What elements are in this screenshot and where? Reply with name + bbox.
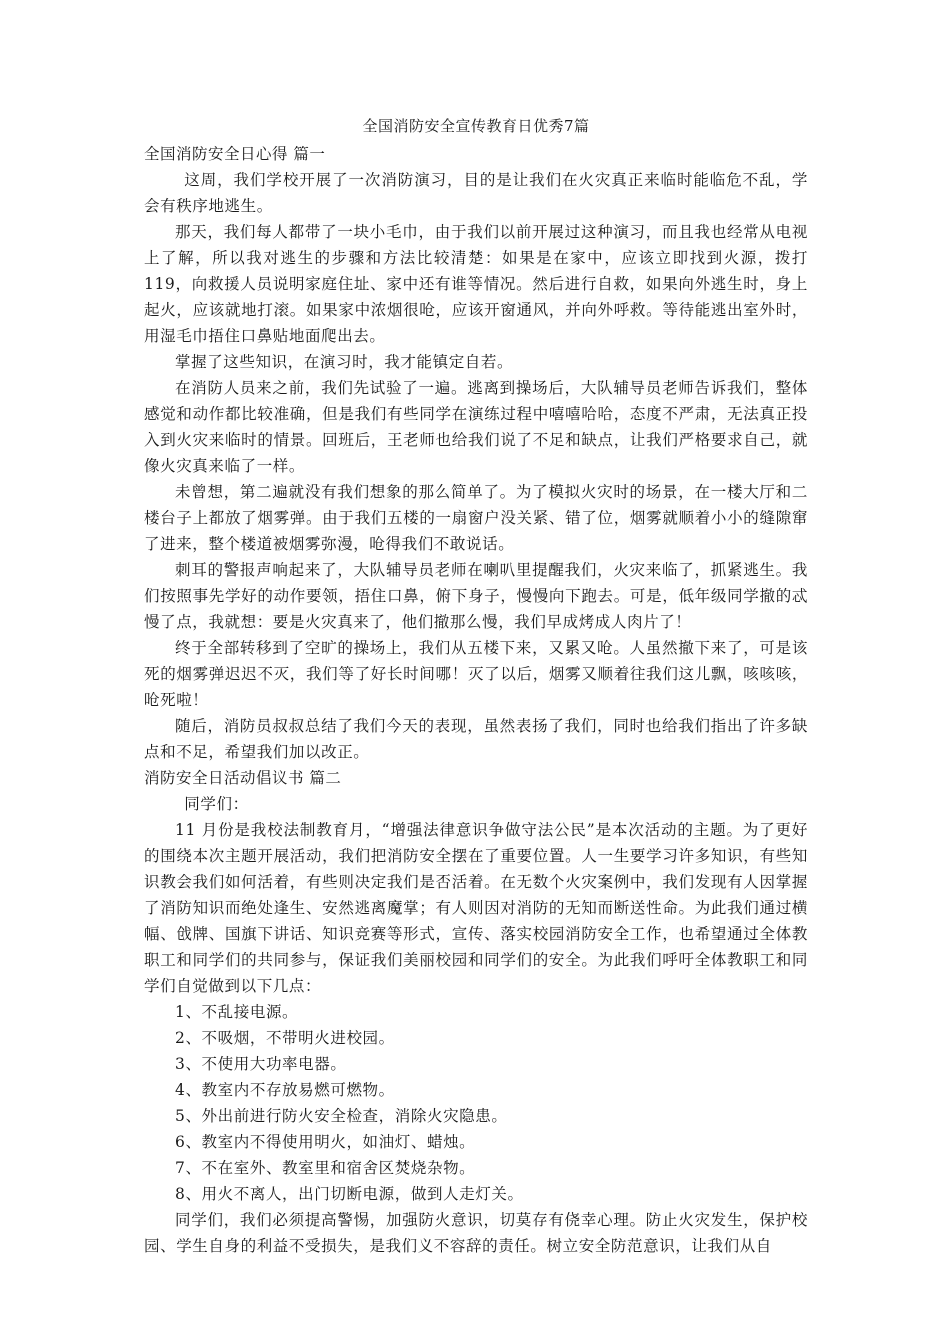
section-heading-2: 消防安全日活动倡议书 篇二	[144, 769, 342, 787]
list-item: 6、教室内不得使用明火，如油灯、蜡烛。	[175, 1133, 476, 1151]
paragraph: 在消防人员来之前，我们先试验了一遍。逃离到操场后，大队辅导员老师告诉我们，整体感觉和动作都比较准确，但是我们有些同学在演练过程中嘻嘻哈哈，态度不严肃，无法真正投入到火灾来临时的情景。回班后，王老师也给我们说了不足和缺点，让我们严格要求自己，就像火灾真来临了一样。	[144, 379, 808, 475]
paragraph: 同学们，我们必须提高警惕，加强防火意识，切莫存有侥幸心理。防止火灾发生，保护校园、学生自身的利益不受损失，是我们义不容辞的责任。树立安全防范意识，让我们从自	[144, 1211, 808, 1255]
paragraph: 终于全部转移到了空旷的操场上，我们从五楼下来，又累又呛。人虽然撤下来了，可是该死的烟雾弹迟迟不灭，我们等了好长时间哪！灭了以后，烟雾又顺着往我们这儿飘，咳咳咳，呛死啦！	[144, 639, 808, 709]
greeting: 同学们：	[184, 795, 249, 813]
list-item: 2、不吸烟，不带明火进校园。	[175, 1029, 395, 1047]
paragraph: 随后，消防员叔叔总结了我们今天的表现，虽然表扬了我们，同时也给我们指出了许多缺点和不足，希望我们加以改正。	[144, 717, 808, 761]
list-item: 7、不在室外、教室里和宿舍区焚烧杂物。	[175, 1159, 476, 1177]
paragraph: 这周，我们学校开展了一次消防演习，目的是让我们在火灾真正来临时能临危不乱，学会有秩序地逃生。	[144, 171, 808, 215]
section-heading-1: 全国消防安全日心得 篇一	[144, 145, 326, 163]
list-item: 5、外出前进行防火安全检查，消除火灾隐患。	[175, 1107, 508, 1125]
pledge-list	[144, 999, 808, 1207]
list-item: 1、不乱接电源。	[175, 1003, 299, 1021]
paragraph: 未曾想，第二遍就没有我们想象的那么简单了。为了模拟火灾时的场景，在一楼大厅和二楼台子上都放了烟雾弹。由于我们五楼的一扇窗户没关紧、错了位，烟雾就顺着小小的缝隙窜了进来，整个楼道被烟雾弥漫，呛得我们不敢说话。	[144, 483, 808, 553]
paragraph: 11 月份是我校法制教育月，“增强法律意识争做守法公民”是本次活动的主题。为了更好的围绕本次主题开展活动，我们把消防安全摆在了重要位置。人一生要学习许多知识，有些知识教会我们如何活着，有些则决定我们是否活着。在无数个火灾案例中，我们发现有人因掌握了消防知识而绝处逢生、安然逃离魔掌；有人则因对消防的无知而断送性命。为此我们通过横幅、戗牌、国旗下讲话、知识竞赛等形式，宣传、落实校园消防安全工作，也希望通过全体教职工和同学们的共同参与，保证我们美丽校园和同学们的安全。为此我们呼吁全体教职工和同学们自觉做到以下几点：	[144, 821, 808, 995]
list-item: 8、用火不离人，出门切断电源，做到人走灯关。	[175, 1185, 524, 1203]
document-title: 全国消防安全宣传教育日优秀7篇	[362, 117, 590, 135]
paragraph: 那天，我们每人都带了一块小毛巾，由于我们以前开展过这种演习，而且我也经常从电视上了解，所以我对逃生的步骤和方法比较清楚：如果是在家中，应该立即找到火源，拨打119，向救援人员说明家庭住址、家中还有谁等情况。然后进行自救，如果向外逃生时，身上起火，应该就地打滚。如果家中浓烟很呛，应该开窗通风，并向外呼救。等待能逃出室外时，用湿毛巾捂住口鼻贴地面爬出去。	[144, 223, 808, 345]
paragraph: 掌握了这些知识，在演习时，我才能镇定自若。	[175, 353, 514, 371]
paragraph: 刺耳的警报声响起来了，大队辅导员老师在喇叭里提醒我们，火灾来临了，抓紧逃生。我们按照事先学好的动作要领，捂住口鼻，俯下身子，慢慢向下跑去。可是，低年级同学撤的忒慢了点，我就想：要是火灾真来了，他们撤那么慢，我们早成烤成人肉片了！	[144, 561, 808, 631]
list-item: 3、不使用大功率电器。	[175, 1055, 347, 1073]
document-body	[144, 113, 808, 1259]
list-item: 4、教室内不存放易燃可燃物。	[175, 1081, 395, 1099]
